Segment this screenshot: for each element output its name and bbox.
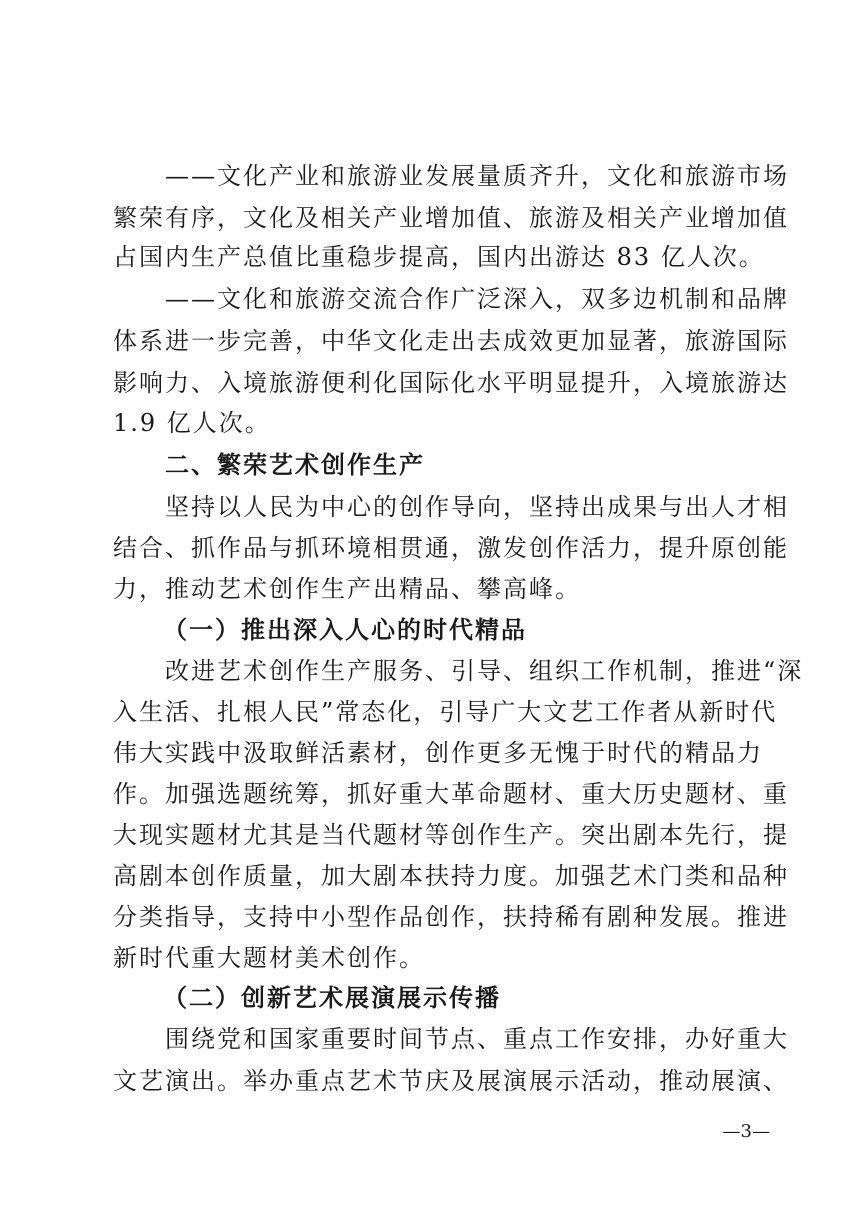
body-text-line: 改进艺术创作生产服务、引导、组织工作机制，推进“深 xyxy=(165,657,804,685)
body-text-line: 高剧本创作质量，加大剧本扶持力度。加强艺术门类和品种 xyxy=(113,862,789,890)
body-text-line: 体系进一步完善，中华文化走出去成效更加显著，旅游国际 xyxy=(113,327,789,355)
body-text-line: 分类指导，支持中小型作品创作，扶持稀有剧种发展。推进 xyxy=(113,903,789,931)
body-text-line: 影响力、入境旅游便利化国际化水平明显提升，入境旅游达 xyxy=(113,369,789,397)
body-text-line: 坚持以人民为中心的创作导向，坚持出成果与出人才相 xyxy=(165,493,789,521)
body-text-line: 作。加强选题统筹，抓好重大革命题材、重大历史题材、重 xyxy=(113,780,789,808)
subsection-heading: （一）推出深入人心的时代精品 xyxy=(163,615,527,644)
body-text-line: 文艺演出。举办重点艺术节庆及展演展示活动，推动展演、 xyxy=(113,1067,789,1095)
body-text-line: 新时代重大题材美术创作。 xyxy=(113,944,425,972)
page-number: —3— xyxy=(722,1121,770,1142)
body-text-line: 力，推动艺术创作生产出精品、攀高峰。 xyxy=(113,575,581,603)
body-text-line: 入生活、扎根人民”常态化，引导广大文艺工作者从新时代 xyxy=(113,698,778,726)
section-heading: 二、繁荣艺术创作生产 xyxy=(165,451,425,479)
body-text-line: ——文化产业和旅游业发展量质齐升，文化和旅游市场 xyxy=(165,162,789,190)
body-text-line: ——文化和旅游交流合作广泛深入，双多边机制和品牌 xyxy=(165,285,789,313)
body-text-line: 结合、抓作品与抓环境相贯通，激发创作活力，提升原创能 xyxy=(113,534,789,562)
body-text-line: 围绕党和国家重要时间节点、重点工作安排，办好重大 xyxy=(165,1025,789,1053)
body-text-line: 繁荣有序，文化及相关产业增加值、旅游及相关产业增加值 xyxy=(113,204,789,232)
body-text-line: 1.9 亿人次。 xyxy=(113,409,271,437)
subsection-heading: （二）创新艺术展演展示传播 xyxy=(163,983,501,1012)
body-text-line: 占国内生产总值比重稳步提高，国内出游达 83 亿人次。 xyxy=(113,243,765,271)
body-text-line: 伟大实践中汲取鲜活素材，创作更多无愧于时代的精品力 xyxy=(113,739,763,767)
body-text-line: 大现实题材尤其是当代题材等创作生产。突出剧本先行，提 xyxy=(113,821,789,849)
